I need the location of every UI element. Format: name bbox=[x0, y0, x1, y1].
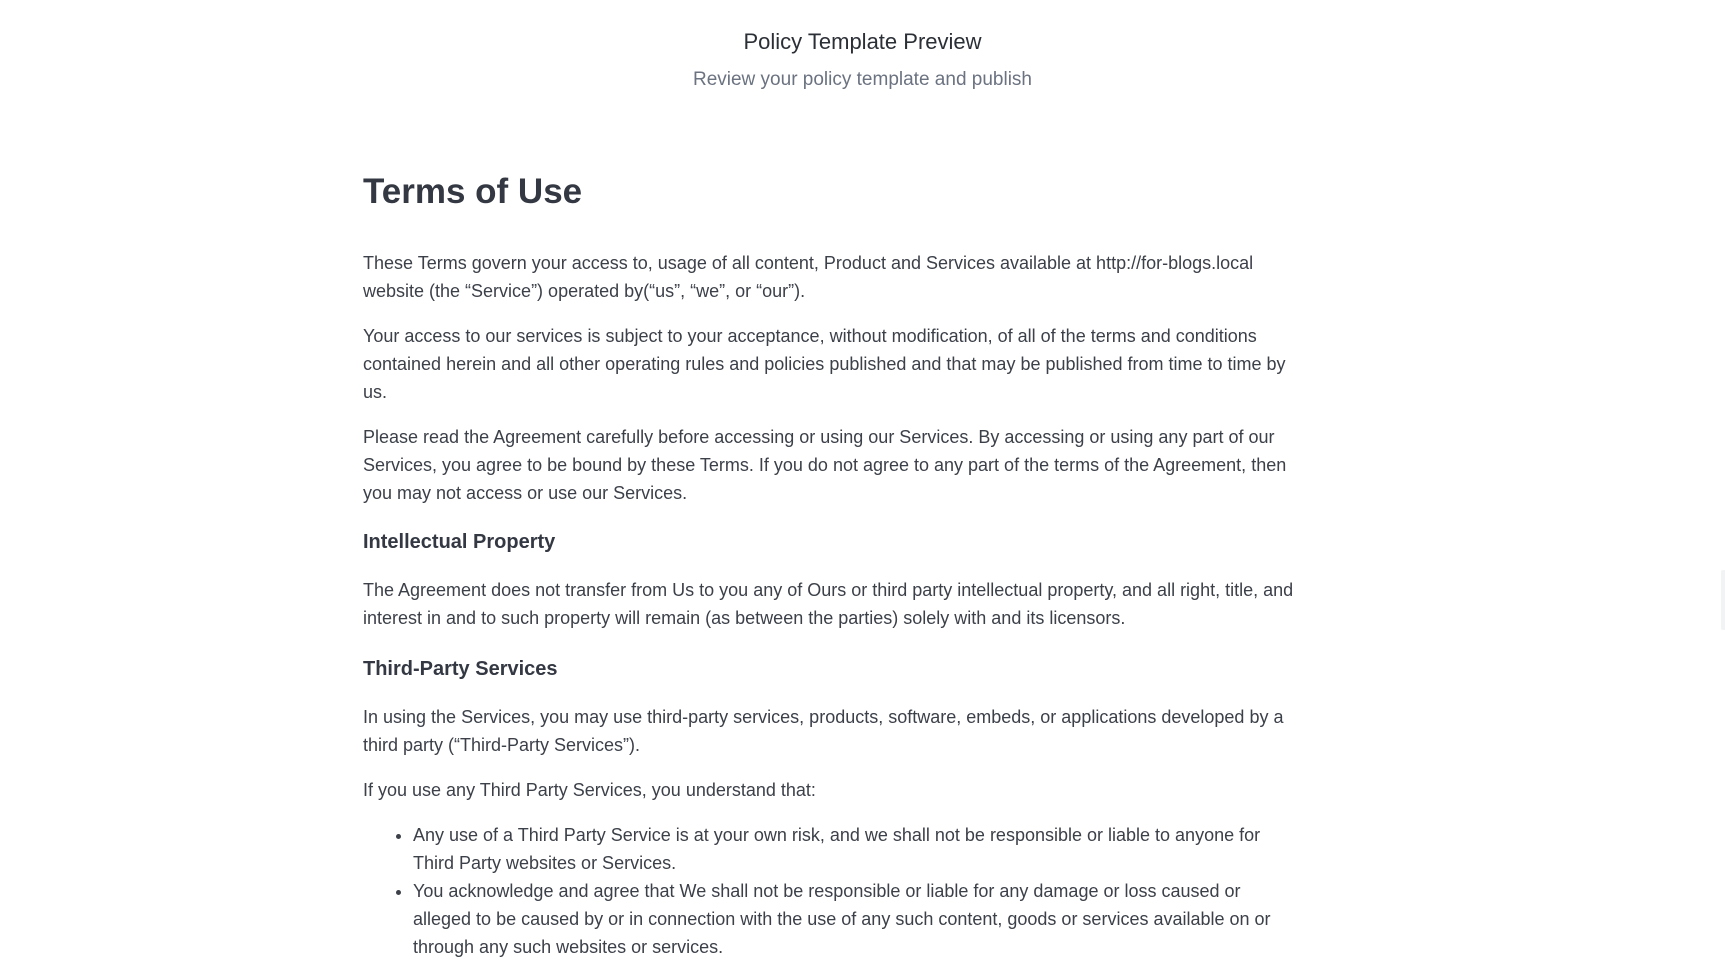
section-paragraph: In using the Services, you may use third-party services, products, software, embeds, or applications developed by a third party (“Third-Party Services”). bbox=[363, 707, 1284, 755]
intro-paragraph: These Terms govern your access to, usage of all content, Product and Services available at http://for-blogs.local website (the “Service”) operated by(“us”, “we”, or “our”). bbox=[363, 253, 1254, 301]
list-item: • Any use of a Third Party Service is at your own risk, and we shall not be responsible or liable to anyone for Third Party websites or Services. bbox=[413, 821, 1303, 877]
list-item: • You acknowledge and agree that We shall not be responsible or liable for any damage or loss caused or alleged to be caused by or in connection with the use of any such content, goods or services available on or through any such websites or services. bbox=[413, 877, 1303, 961]
section-paragraph: The Agreement does not transfer from Us to you any of Ours or third party intellectual property, and all right, title, and interest in and to such property will remain (as between the parties) solely with and its licensors. bbox=[363, 580, 1294, 628]
section-heading-intellectual-property: Intellectual Property bbox=[363, 531, 556, 553]
scrollbar[interactable] bbox=[1721, 570, 1725, 630]
page-subtitle: Review your policy template and publish bbox=[692, 69, 1032, 90]
page-title: Policy Template Preview bbox=[743, 29, 982, 54]
preview-header bbox=[0, 0, 1725, 93]
section-paragraph: If you use any Third Party Services, you understand that: bbox=[363, 780, 816, 800]
policy-document bbox=[363, 160, 1303, 961]
intro-paragraph: Your access to our services is subject to your acceptance, without modification, of all of the terms and conditions contained herein and all other operating rules and policies published and that may be published from time to time by us. bbox=[363, 326, 1286, 402]
third-party-bullet-list bbox=[363, 821, 1303, 961]
document-title: Terms of Use bbox=[363, 172, 583, 211]
section-heading-third-party-services: Third-Party Services bbox=[363, 658, 558, 680]
intro-paragraph: Please read the Agreement carefully before accessing or using our Services. By accessing or using any part of our Services, you agree to be bound by these Terms. If you do not agree to any part of the terms of the Agreement, then you may not access or use our Services. bbox=[363, 427, 1287, 503]
